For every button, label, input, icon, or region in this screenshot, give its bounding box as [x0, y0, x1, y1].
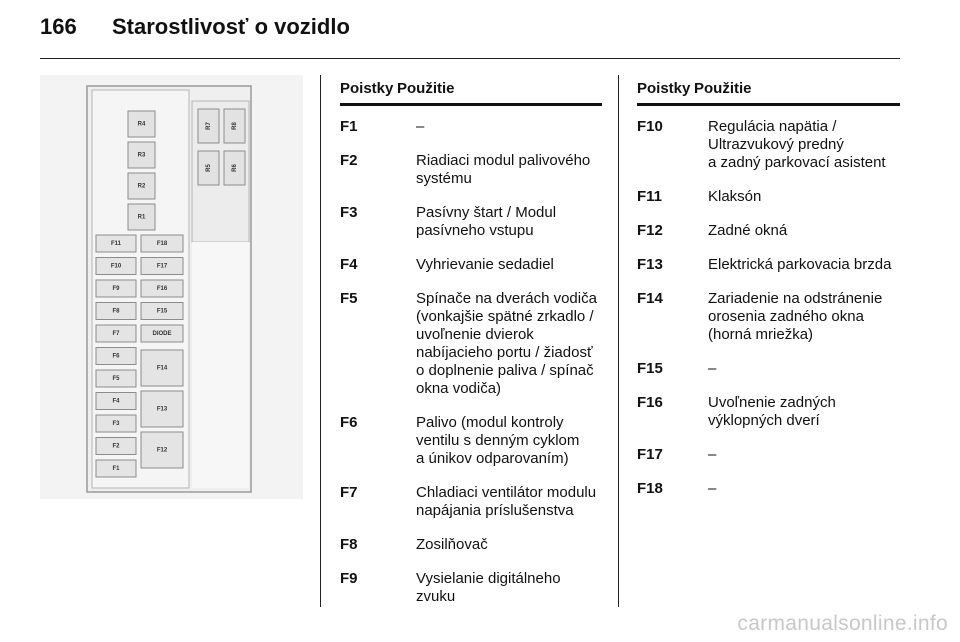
table-row — [637, 290, 900, 344]
fuse-label: F14 — [156, 365, 168, 372]
fuse-label: F6 — [112, 353, 120, 360]
fuse-id: F13 — [637, 256, 663, 273]
relay-label: R1 — [137, 214, 146, 221]
table-row — [637, 394, 900, 430]
fuse-id: F14 — [637, 290, 663, 307]
relay-label: R5 — [206, 164, 213, 172]
fuse-usage: Spínače na dverách vodiča (vonkajšie spätné zrkadlo / uvoľnenie dvierok nabíjacieho portu / žiadosť o doplnenie paliva / spínač okna vodiča) — [416, 290, 597, 397]
table-row — [637, 446, 900, 464]
page-header — [40, 14, 350, 40]
table-header — [340, 80, 602, 102]
fuse-usage: Palivo (modul kontroly ventilu s denným cyklom a únikov odparovaním) — [416, 414, 580, 467]
fuse-id: F16 — [637, 394, 663, 411]
table-row — [637, 118, 900, 172]
fuse-label: F16 — [156, 286, 168, 293]
fuse-label: F4 — [112, 398, 120, 405]
fuse-usage: – — [708, 446, 717, 463]
relay-label: R8 — [232, 122, 239, 130]
table-row — [637, 480, 900, 498]
fuse-usage: Pasívny štart / Modul pasívneho vstupu — [416, 204, 557, 239]
fuse-table-right — [637, 80, 900, 498]
fuse-usage: Zariadenie na odstránenie orosenia zadného okna (horná mriežka) — [708, 290, 883, 343]
fuse-usage: Chladiaci ventilátor modulu napájania príslušenstva — [416, 484, 597, 519]
fuse-box-svg — [40, 75, 303, 499]
watermark: carmanualsonline.info — [737, 612, 948, 635]
fuse-id: F2 — [340, 152, 358, 169]
fuse-usage: Vysielanie digitálneho zvuku — [416, 570, 561, 605]
relay-label: R2 — [137, 183, 146, 190]
fuse-label: F3 — [112, 421, 120, 428]
table-row — [340, 484, 602, 520]
fuse-label: F10 — [110, 263, 122, 270]
table-row — [637, 222, 900, 240]
table-row — [340, 570, 602, 606]
fuse-id: F9 — [340, 570, 358, 587]
fuse-label: F5 — [112, 376, 120, 383]
page-number: 166 — [40, 14, 77, 39]
fuse-label: DIODE — [152, 331, 172, 338]
fuse-id: F3 — [340, 204, 358, 221]
fuse-id: F12 — [637, 222, 663, 239]
table-header — [637, 80, 900, 102]
table-row — [340, 536, 602, 554]
fuse-usage: Elektrická parkovacia brzda — [708, 256, 892, 273]
fuse-id: F10 — [637, 118, 663, 135]
fuse-label: F9 — [112, 286, 120, 293]
relay-label: R3 — [137, 152, 146, 159]
fuse-usage: – — [708, 480, 717, 497]
fuse-id: F7 — [340, 484, 358, 501]
fuse-usage: Regulácia napätia / Ultrazvukový predný a zadný parkovací asistent — [708, 118, 886, 171]
fuse-usage: Vyhrievanie sedadiel — [416, 256, 554, 273]
fuse-id: F11 — [637, 188, 663, 205]
table-header-rule — [340, 103, 602, 106]
fuse-id: F4 — [340, 256, 358, 273]
table-row — [340, 152, 602, 188]
column-divider-1 — [320, 75, 321, 607]
fuse-id: F15 — [637, 360, 663, 377]
relay-label: R7 — [206, 122, 213, 130]
table-row — [637, 360, 900, 378]
table-row — [340, 414, 602, 468]
column-divider-2 — [618, 75, 619, 607]
header-fuses: Poistky — [340, 80, 394, 97]
relay-label: R6 — [232, 164, 239, 172]
page-title: Starostlivosť o vozidlo — [112, 14, 350, 39]
table-row — [637, 256, 900, 274]
table-row — [340, 204, 602, 240]
fuse-table-left — [340, 80, 602, 606]
fuse-label: F8 — [112, 308, 120, 315]
fuse-id: F17 — [637, 446, 663, 463]
relay-label: R4 — [137, 121, 146, 128]
fuse-usage: Zadné okná — [708, 222, 788, 239]
table-row — [340, 118, 602, 136]
empty-area — [192, 242, 249, 488]
table-header-rule — [637, 103, 900, 106]
header-fuses: Poistky — [637, 80, 691, 97]
fuse-id: F8 — [340, 536, 358, 553]
fuse-label: F17 — [156, 263, 168, 270]
fuse-usage: Zosilňovač — [416, 536, 488, 553]
header-usage: Použitie — [694, 80, 752, 97]
fuse-id: F6 — [340, 414, 358, 431]
fuse-id: F18 — [637, 480, 663, 497]
fuse-usage: – — [708, 360, 717, 377]
fuse-label: F12 — [156, 447, 168, 454]
fuse-label: F2 — [112, 443, 120, 450]
fuse-usage: Uvoľnenie zadných výklopných dverí — [708, 394, 836, 429]
fuse-label: F13 — [156, 406, 168, 413]
fuse-label: F7 — [112, 331, 120, 338]
fuse-box-diagram — [40, 75, 303, 499]
table-row — [637, 188, 900, 206]
fuse-usage: – — [416, 118, 425, 135]
fuse-label: F1 — [112, 466, 120, 473]
header-rule — [40, 58, 900, 59]
table-row — [340, 290, 602, 398]
table-row — [340, 256, 602, 274]
fuse-usage: Riadiaci modul palivového systému — [416, 152, 591, 187]
fuse-usage: Klaksón — [708, 188, 762, 205]
fuse-label: F11 — [110, 241, 122, 248]
fuse-id: F5 — [340, 290, 358, 307]
fuse-label: F18 — [156, 241, 168, 248]
fuse-label: F15 — [156, 308, 168, 315]
fuse-id: F1 — [340, 118, 358, 135]
header-usage: Použitie — [397, 80, 455, 97]
